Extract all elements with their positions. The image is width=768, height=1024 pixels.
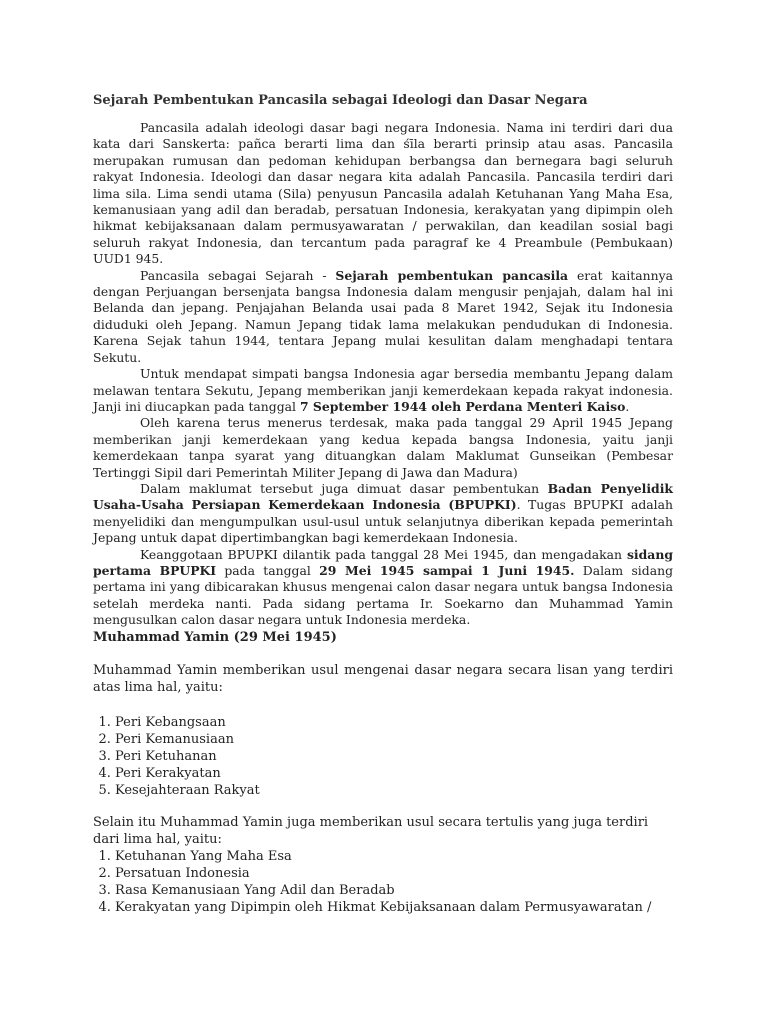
bold-phrase: Sejarah pembentukan pancasila — [335, 267, 569, 283]
paragraph-yamin-oral: Muhammad Yamin memberikan usul mengenai dasar negara secara lisan yang terdiri atas lima hal, yaitu: — [93, 663, 673, 695]
list-item: 4. Kerakyatan yang Dipimpin oleh Hikmat Kebijaksanaan dalam Permusyawaratan / — [115, 899, 673, 916]
oral-proposal-list — [93, 714, 673, 799]
paragraph-first-session: Keanggotaan BPUPKI dilantik pada tanggal 28 Mei 1945, dan mengadakan sidang pertama BPUPKI pada tanggal 29 Mei 1945 sampai 1 Juni 1945. Dalam sidang pertama ini yang dibicarakan khusus mengenai calon dasar negara untuk bangsa Indonesia setelah merdeka nanti. Pada sidang pertama Ir. Soekarno dan Muhammad Yamin mengusulkan calon dasar negara untuk Indonesia merdeka. — [93, 546, 674, 628]
list-item: 2. Persatuan Indonesia — [115, 865, 673, 882]
list-item: 1. Peri Kebangsaan — [115, 714, 673, 731]
document-title: Sejarah Pembentukan Pancasila sebagai Ideologi dan Dasar Negara — [93, 93, 588, 108]
paragraph-pancasila-history: Pancasila sebagai Sejarah - Sejarah pembentukan pancasila erat kaitannya dengan Perjuangan bersenjata bangsa Indonesia dalam mengusir penjajah, dalam hal ini Belanda dan jepang. Penjajahan Belanda usai pada 8 Maret 1942, Sejak itu Indonesia diduduki oleh Jepang. Namun Jepang tidak lama melakukan pendudukan di Indonesia. Karena Sejak tahun 1944, tentara Jepang mulai kesulitan dalam menghadapi tentara Sekutu. — [93, 267, 673, 365]
written-proposal-list — [93, 848, 673, 916]
paragraph-second-promise: Oleh karena terus menerus terdesak, maka pada tanggal 29 April 1945 Jepang memberikan janji kemerdekaan yang kedua kepada bangsa Indonesia, yaitu janji kemerdekaan tanpa syarat yang dituangkan dalam Maklumat Gunseikan (Pembesar Tertinggi Sipil dari Pemerintah Militer Jepang di Jawa dan Madura) — [93, 415, 673, 480]
paragraph-japan-promise: Untuk mendapat simpati bangsa Indonesia agar bersedia membantu Jepang dalam melawan tentara Sekutu, Jepang memberikan janji kemerdekaan kepada rakyat indonesia. Janji ini diucapkan pada tanggal 7 September 1944 oleh Perdana Menteri Kaiso. — [93, 366, 673, 414]
section-heading: Muhammad Yamin (29 Mei 1945) — [93, 630, 337, 645]
bold-phrase: 7 September 1944 oleh Perdana Menteri Kaiso — [299, 398, 626, 414]
paragraph-bpupki-basis: Dalam maklumat tersebut juga dimuat dasar pembentukan Badan Penyelidik Usaha-Usaha Persiapan Kemerdekaan Indonesia (BPUPKI). Tugas BPUPKI adalah menyelidiki dan mengumpulkan usul-usul untuk selanjutnya diberikan kepada pemerintah Jepang untuk dapat dipertimbangkan bagi kemerdekaan Indonesia. — [93, 480, 673, 546]
history-section — [93, 120, 673, 629]
list-item: 4. Peri Kerakyatan — [115, 765, 673, 782]
list-item: 3. Rasa Kemanusiaan Yang Adil dan Beradab — [115, 882, 673, 899]
bold-phrase: Badan Penyelidik Usaha-Usaha Persiapan Kemerdekaan Indonesia (BPUPKI) — [93, 480, 673, 513]
list-item: 1. Ketuhanan Yang Maha Esa — [115, 848, 673, 865]
yamin-intro — [93, 662, 673, 696]
bold-phrase: 29 Mei 1945 sampai 1 Juni 1945. — [319, 562, 575, 578]
list-item: 2. Peri Kemanusiaan — [115, 731, 673, 748]
list-item: 3. Peri Ketuhanan — [115, 748, 673, 765]
paragraph-yamin-written: Selain itu Muhammad Yamin juga memberikan usul secara tertulis yang juga terdiri dari lima hal, yaitu: — [93, 815, 649, 847]
list-item: 5. Kesejahteraan Rakyat — [115, 782, 673, 799]
paragraph-pancasila-definition: Pancasila adalah ideologi dasar bagi negara Indonesia. Nama ini terdiri dari dua kata dari Sanskerta: pañca berarti lima dan śīla berarti prinsip atau asas. Pancasila merupakan rumusan dan pedoman kehidupan berbangsa dan bernegara bagi seluruh rakyat Indonesia. Ideologi dan dasar negara kita adalah Pancasila. Pancasila terdiri dari lima sila. Lima sendi utama (Sila) penyusun Pancasila adalah Ketuhanan Yang Maha Esa, kemanusiaan yang adil dan beradab, persatuan Indonesia, kerakyatan yang dipimpin oleh hikmat kebijaksanaan dalam permusyawaratan / perwakilan, dan keadilan sosial bagi seluruh rakyat Indonesia, dan tercantum pada paragraf ke 4 Preambule (Pembukaan) UUD1 945. — [93, 120, 673, 267]
bold-phrase: sidang pertama BPUPKI — [93, 546, 673, 578]
